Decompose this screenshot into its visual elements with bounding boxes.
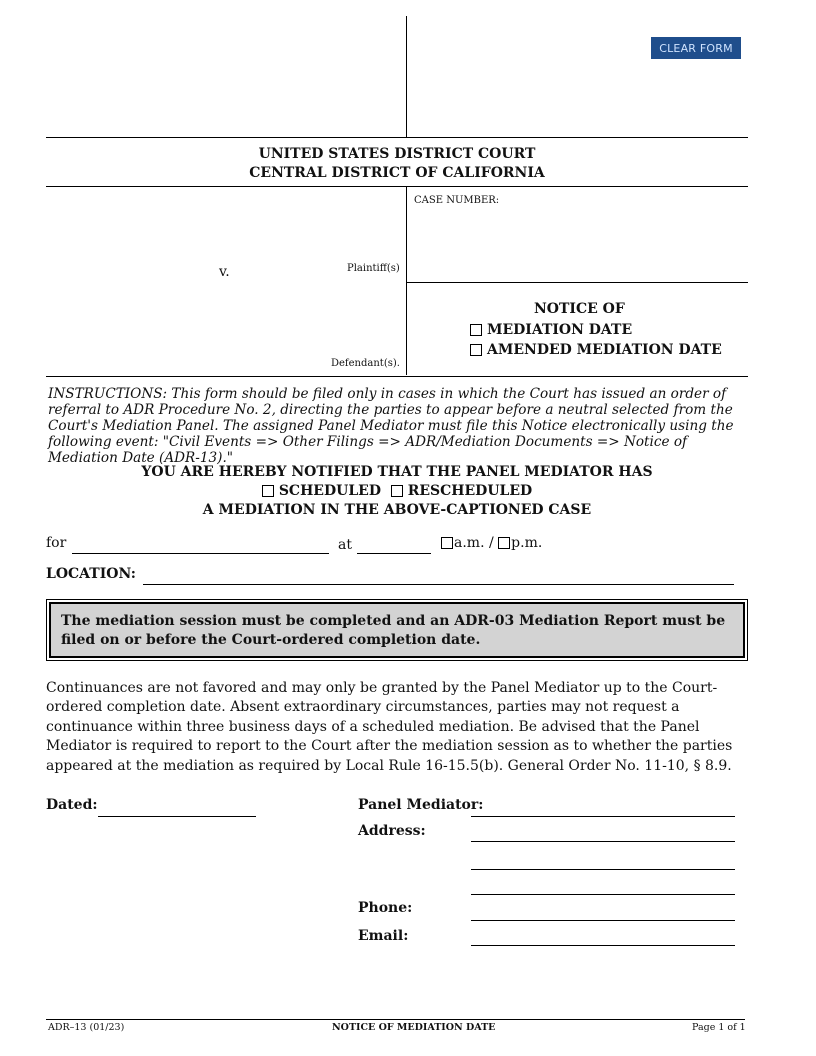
clear-form-button[interactable]: CLEAR FORM xyxy=(651,37,741,59)
notified-line3: A MEDIATION IN THE ABOVE-CAPTIONED CASE xyxy=(202,502,592,518)
location-label: LOCATION: xyxy=(46,566,136,582)
caption-bottom-rule xyxy=(46,376,748,377)
option-mediation-date xyxy=(470,322,632,338)
pm-checkbox[interactable] xyxy=(498,537,510,549)
am-checkbox[interactable] xyxy=(441,537,453,549)
case-number-input[interactable] xyxy=(414,212,734,272)
plaintiff-label: Plaintiff(s) xyxy=(347,263,400,274)
caption-mid-rule xyxy=(406,282,748,283)
panel-mediator-input[interactable] xyxy=(471,800,735,817)
instructions-text: INSTRUCTIONS: This form should be filed only in cases in which the Court has issued an order of referral to ADR Procedure No. 2, directing the parties to appear before a neutral selected from the Court's Mediation Panel. The assigned Panel Mediator must file this Notice electronically using the following event: "Civil Events => Other Filings => ADR/Mediation Documents => Notice of Mediation Date (ADR-13)." xyxy=(48,386,734,466)
pm-label: p.m. xyxy=(511,535,543,551)
versus-label: v. xyxy=(219,264,230,280)
option-amended-mediation-date xyxy=(470,342,722,358)
email-input[interactable] xyxy=(471,929,735,946)
rescheduled-checkbox[interactable] xyxy=(391,485,403,497)
mediation-date-checkbox[interactable] xyxy=(470,324,482,336)
panel-mediator-label: Panel Mediator: xyxy=(358,797,484,813)
footer-rule xyxy=(46,1019,745,1020)
amended-mediation-date-label: AMENDED MEDIATION DATE xyxy=(487,342,722,358)
rescheduled-label: RESCHEDULED xyxy=(407,483,533,499)
court-name-line1: UNITED STATES DISTRICT COURT xyxy=(258,146,536,162)
notified-options xyxy=(46,483,748,499)
completion-banner xyxy=(46,599,748,661)
amended-mediation-date-checkbox[interactable] xyxy=(470,344,482,356)
mediation-date-label: MEDIATION DATE xyxy=(487,322,633,338)
address-label: Address: xyxy=(358,823,426,839)
address-input-line2[interactable] xyxy=(471,853,735,870)
defendant-label: Defendant(s). xyxy=(331,358,400,369)
address-input-line3[interactable] xyxy=(471,878,735,895)
at-label: at xyxy=(338,537,352,553)
caption-divider xyxy=(406,187,407,375)
notified-line1: YOU ARE HEREBY NOTIFIED THAT THE PANEL MEDIATOR HAS xyxy=(141,464,653,480)
email-label: Email: xyxy=(358,928,409,944)
scheduled-label: SCHEDULED xyxy=(278,483,381,499)
mediation-time-input[interactable] xyxy=(357,537,431,554)
header-divider xyxy=(406,16,407,138)
ampm-group xyxy=(441,535,542,551)
continuances-paragraph: Continuances are not favored and may only be granted by the Panel Mediator up to the Court-ordered completion date. Absent extraordinary circumstances, parties may not request a continuance within three business days of a scheduled mediation. Be advised that the Panel Mediator is required to report to the Court after the mediation session as to whether the parties appeared at the mediation as required by Local Rule 16-15.5(b). General Order No. 11-10, § 8.9. xyxy=(46,680,733,774)
am-label: a.m. / xyxy=(454,535,494,551)
dated-input[interactable] xyxy=(98,800,256,817)
location-input[interactable] xyxy=(143,568,734,585)
footer-page: Page 1 of 1 xyxy=(692,1022,746,1033)
footer-title: NOTICE OF MEDIATION DATE xyxy=(332,1022,496,1033)
phone-input[interactable] xyxy=(471,904,735,921)
court-rule xyxy=(46,186,748,187)
header-rule xyxy=(46,137,748,138)
case-number-label: CASE NUMBER: xyxy=(414,195,500,206)
for-label: for xyxy=(46,535,67,551)
phone-label: Phone: xyxy=(358,900,413,916)
address-input-line1[interactable] xyxy=(471,825,735,842)
dated-label: Dated: xyxy=(46,797,98,813)
completion-banner-text: The mediation session must be completed and an ADR-03 Mediation Report must be filed on or before the Court-ordered completion date. xyxy=(49,602,745,658)
mediation-date-input[interactable] xyxy=(72,537,329,554)
court-name-line2: CENTRAL DISTRICT OF CALIFORNIA xyxy=(249,165,545,181)
scheduled-checkbox[interactable] xyxy=(262,485,274,497)
notice-title: NOTICE OF xyxy=(534,301,625,317)
footer-form-id: ADR–13 (01/23) xyxy=(48,1022,125,1033)
